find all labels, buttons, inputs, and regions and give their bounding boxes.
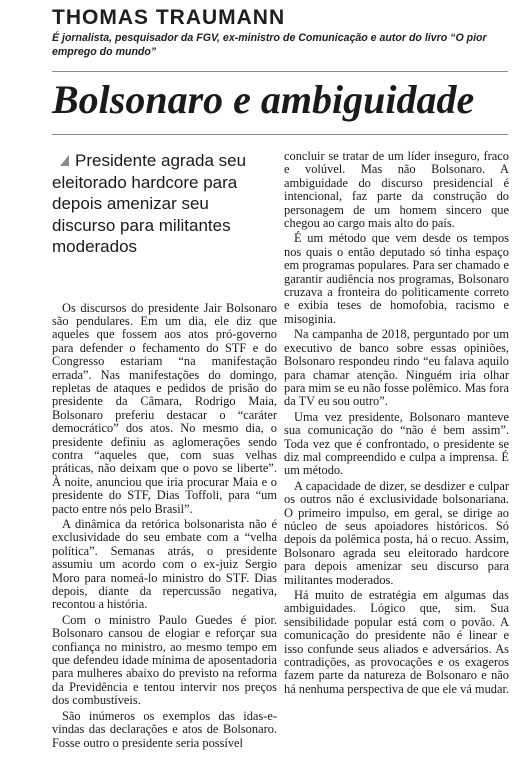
headline: Bolsonaro e ambiguidade xyxy=(52,77,475,122)
triangle-marker-icon xyxy=(60,155,69,166)
deck xyxy=(52,150,277,258)
left-column xyxy=(52,150,277,750)
headline-divider xyxy=(52,134,508,135)
paragraph: Os discursos do presidente Jair Bolsonaro são pendulares. Em um dia, ele diz que aqueles que fossem aos atos pró-governo para defender o fechamento do STF e do Congresso estariam “na manifestação errada”. Nas manifestações do domingo, repletas de ataques e pedidos de prisão do presidente da Câmara, Rodrigo Maia, Bolsonaro preferiu destacar o “caráter democrático” dos atos. No mesmo dia, o presidente definiu as aglomerações sendo contra “aqueles que, com suas velhas práticas, não deixam que o povo se liberte”. À noite, anunciou que iria procurar Maia e o presidente do STF, Dias Toffoli, para “um pacto entre nós pelo Brasil”. xyxy=(52,300,277,516)
right-column xyxy=(284,150,509,698)
paragraph: concluir se tratar de um líder inseguro, fraco e volúvel. Mas não Bolsonaro. A ambiguidade do discurso presidencial é intencional, faz parte da construção do personagem de um homem sincero que chegou ao cargo mais alto do país. xyxy=(284,149,509,231)
deck-text: Presidente agrada seu eleitorado hardcore para depois amenizar seu discurso para militantes moderados xyxy=(52,151,247,256)
top-divider xyxy=(52,71,508,72)
paragraph: É um método que vem desde os tempos nos quais o então deputado só tinha espaço em programas populares. Para ser chamado e garantir audiência nos programas, Bolsonaro cruzava a fronteira do politicamente correto e exibia teses de homofobia, racismo e misoginia. xyxy=(284,231,509,326)
paragraph: Na campanha de 2018, perguntado por um executivo de banco sobre essas opiniões, Bolsonaro respondeu rindo “eu falava aquilo para chamar atenção. Ninguém iria olhar para mim se eu não fosse polêmico. Mas fora da TV eu sou outro”. xyxy=(284,327,509,409)
author-name: THOMAS TRAUMANN xyxy=(52,6,286,29)
author-bio: É jornalista, pesquisador da FGV, ex-ministro de Comunicação e autor do livro “O pior emprego do mundo” xyxy=(52,32,487,58)
author-block xyxy=(52,6,508,59)
paragraph: Com o ministro Paulo Guedes é pior. Bolsonaro cansou de elogiar e reforçar sua confiança no ministro, ao mesmo tempo em que defendeu idade mínima de aposentadoria para mulheres abaixo do previsto na reforma da Previdência e tentou intervir nos preços dos combustíveis. xyxy=(52,612,277,708)
paragraph: São inúmeros os exemplos das idas-e-vindas das declarações e atos de Bolsonaro. Fosse outro o presidente seria possível xyxy=(52,708,277,750)
paragraph: A dinâmica da retórica bolsonarista não é exclusividade do seu embate com a “velha política”. Semanas atrás, o presidente assumiu um acordo com o ex-juiz Sergio Moro para nomeá-lo ministro do STF. Dias depois, diante da repercussão negativa, recontou a história. xyxy=(52,517,277,612)
paragraph: A capacidade de dizer, se desdizer e culpar os outros não é exclusividade bolsonariana. O primeiro impulso, em geral, se dirige ao núcleo de seus apoiadores históricos. Só depois da polêmica posta, há o recuo. Assim, Bolsonaro agrada seu eleitorado hardcore para depois amenizar seu discurso para militantes moderados. xyxy=(284,478,509,587)
paragraph: Há muito de estratégia em algumas das ambiguidades. Lógico que, sim. Sua sensibilidade popular está com o povão. A comunicação do presidente não é linear e isso confunde seus aliados e adversários. As contradições, as provocações e os exageros fazem parte da natureza de Bolsonaro e não há nenhuma perspectiva de que ele vá mudar. xyxy=(284,588,510,696)
paragraph: Uma vez presidente, Bolsonaro manteve sua comunicação do “não é bem assim”. Toda vez que é confrontado, o presidente se diz mal compreendido e culpa a imprensa. É um método. xyxy=(284,409,509,478)
